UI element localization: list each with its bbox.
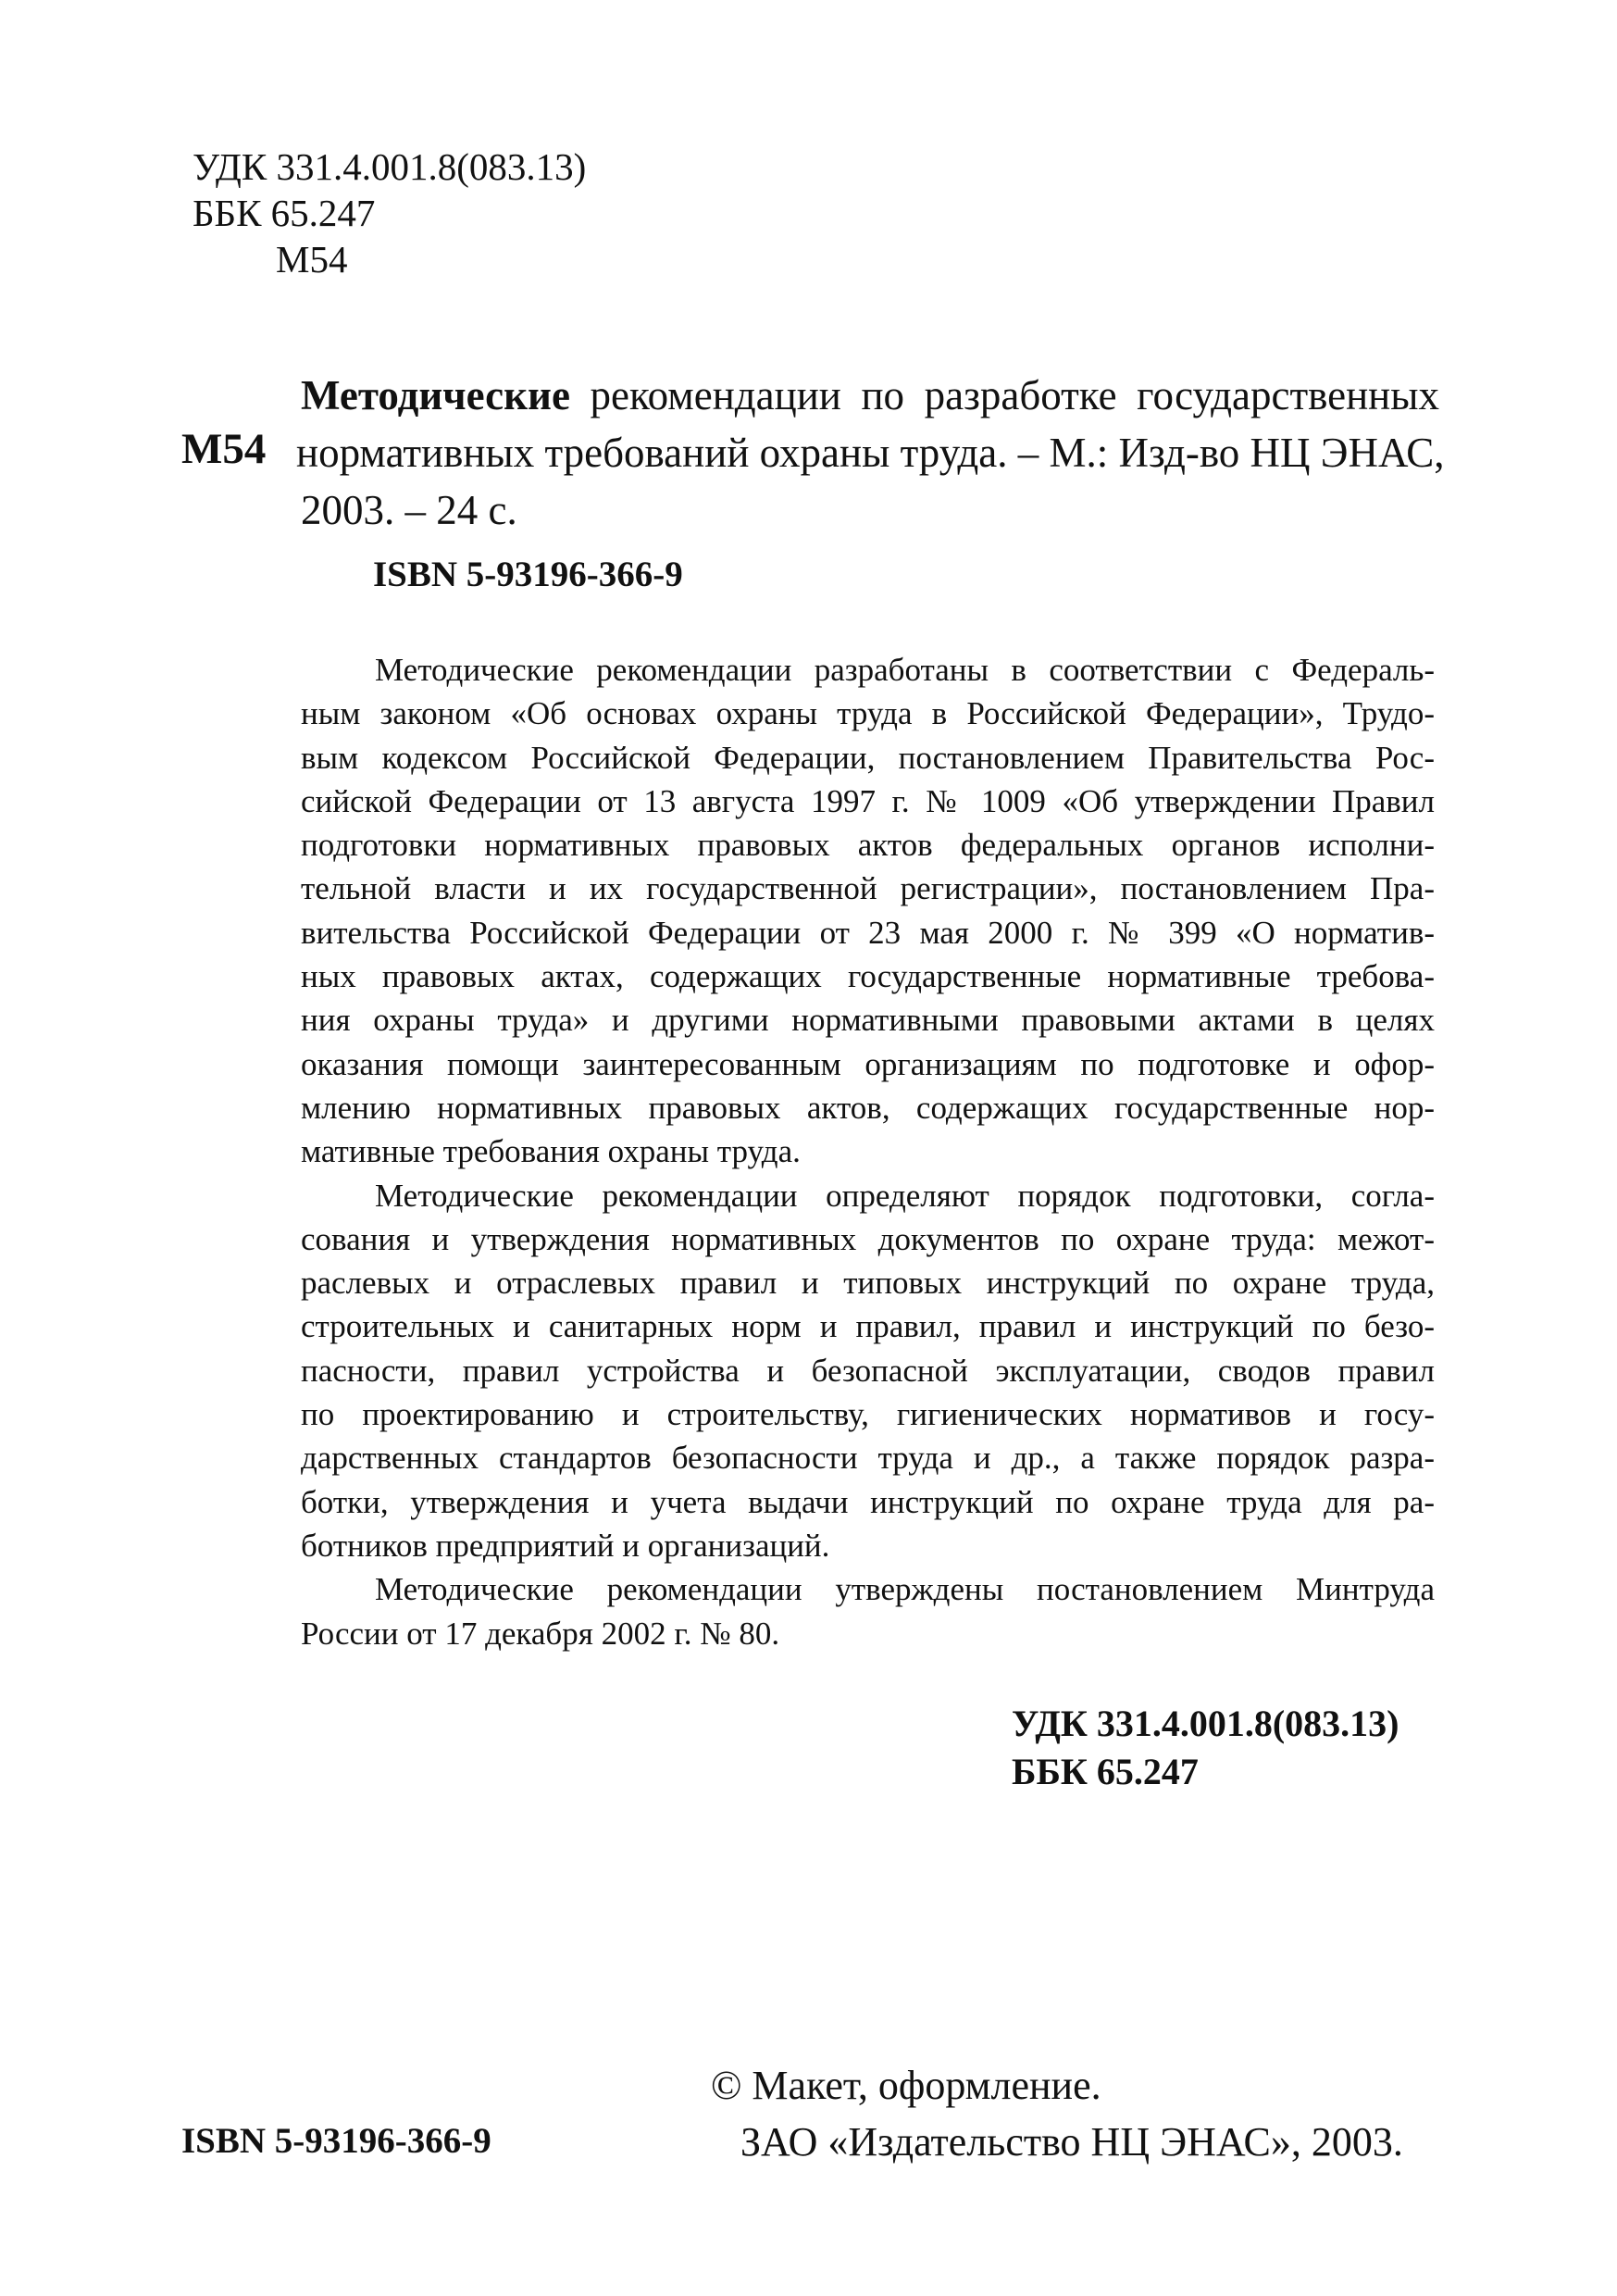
abstract-line: ных правовых актах, содержащих государственные нормативные требова- (301, 958, 1435, 995)
title-line-3: 2003. – 24 с. (301, 487, 517, 533)
abstract-line: подготовки нормативных правовых актов федеральных органов исполни- (301, 827, 1435, 864)
abstract-line: ботки, утверждения и учета выдачи инструкций по охране труда для ра- (301, 1483, 1435, 1520)
abstract-line: раслевых и отраслевых правил и типовых инструкций по охране труда, (301, 1265, 1435, 1302)
copyright-line-1: © Макет, оформление. (711, 2063, 1101, 2108)
copyright (711, 2057, 1403, 2170)
udk-code-bottom: УДК 331.4.001.8(083.13) (1012, 1703, 1399, 1744)
abstract-line: Методические рекомендации определяют порядок подготовки, согла- (375, 1177, 1435, 1214)
abstract-line: по проектированию и строительству, гигиенических нормативов и госу- (301, 1396, 1435, 1433)
abstract-line: сийской Федерации от 13 августа 1997 г. № 1009 «Об утверждении Правил (301, 782, 1435, 819)
bbk-code-top: ББК 65.247 (193, 192, 376, 234)
abstract-line: вительства Российской Федерации от 23 мая 2000 г. № 399 «О норматив- (301, 914, 1435, 951)
author-mark-top: М54 (276, 238, 348, 281)
abstract-line: оказания помощи заинтересованным организациям по подготовке и офор- (301, 1045, 1435, 1082)
abstract-line: Методические рекомендации разработаны в соответствии с Федераль- (375, 652, 1435, 688)
isbn-top: ISBN 5-93196-366-9 (373, 555, 683, 594)
author-mark-entry: М54 (181, 425, 267, 473)
copyright-line-2: ЗАО «Издательство НЦ ЭНАС», 2003. (740, 2119, 1403, 2165)
abstract-line: вым кодексом Российской Федерации, постановлением Правительства Рос- (301, 739, 1435, 776)
abstract-line: строительных и санитарных норм и правил, правил и инструкций по безо- (301, 1308, 1435, 1345)
abstract-line: сования и утверждения нормативных документов по охране труда: межот- (301, 1220, 1435, 1257)
title-lead-word: Методические (301, 372, 570, 418)
bibliographic-title (296, 367, 1445, 539)
abstract-line: дарственных стандартов безопасности труда и др., а также порядок разра- (301, 1440, 1435, 1477)
abstract-line: ным законом «Об основах охраны труда в Российской Федерации», Трудо- (301, 695, 1435, 732)
abstract-line: ния охраны труда» и другими нормативными правовыми актами в целях (301, 1002, 1435, 1039)
abstract-line: млению нормативных правовых актов, содержащих государственные нор- (301, 1089, 1435, 1126)
abstract-line: мативные требования охраны труда. (301, 1133, 801, 1170)
title-line-1-text: рекомендации по разработке государственных (569, 372, 1439, 418)
abstract-line: тельной власти и их государственной регистрации», постановлением Пра- (301, 870, 1435, 907)
udk-code-top: УДК 331.4.001.8(083.13) (193, 145, 587, 188)
abstract-line: России от 17 декабря 2002 г. № 80. (301, 1615, 780, 1652)
abstract (301, 648, 1435, 1655)
abstract-line: ботников предприятий и организаций. (301, 1527, 830, 1564)
title-line-2: нормативных требований охраны труда. – М.: Изд-во НЦ ЭНАС, (296, 430, 1445, 476)
isbn-bottom: ISBN 5-93196-366-9 (181, 2121, 491, 2161)
abstract-line: пасности, правил устройства и безопасной эксплуатации, сводов правил (301, 1352, 1435, 1389)
abstract-line: Методические рекомендации утверждены постановлением Минтруда (375, 1571, 1435, 1608)
title-line (301, 367, 1439, 424)
bbk-code-bottom: ББК 65.247 (1012, 1751, 1199, 1792)
